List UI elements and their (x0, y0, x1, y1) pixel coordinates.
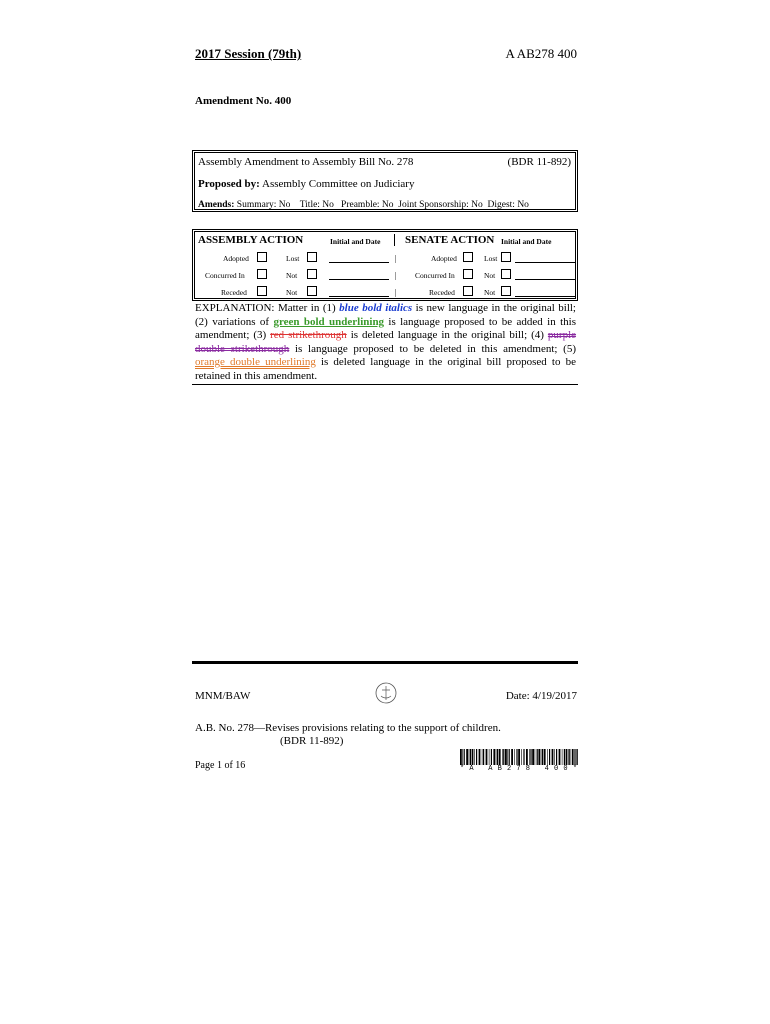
senate-concurred-checkbox[interactable] (463, 269, 473, 279)
state-seal-icon (374, 681, 398, 705)
assembly-not-label: Not (286, 288, 298, 297)
green-underline-sample: green bold underlining (273, 315, 385, 328)
explanation-text: is language proposed to be deleted in this amendment; (5) (289, 342, 576, 355)
senate-initial-line (515, 296, 575, 297)
row-separator: | (395, 254, 397, 263)
footer-divider (192, 661, 578, 664)
assembly-lost-checkbox[interactable] (307, 252, 317, 262)
amendment-date: Date: 4/19/2017 (505, 690, 577, 702)
bill-reference: A AB278 400 (505, 46, 577, 61)
senate-initial-date: Initial and Date (501, 237, 552, 246)
proposed-by-value: Assembly Committee on Judiciary (262, 178, 415, 190)
senate-concurred-label: Concurred In (415, 271, 455, 280)
amendment-info-box (192, 150, 578, 212)
senate-adopted-label: Adopted (431, 254, 457, 263)
orange-underline-sample: orange double underlining (195, 356, 316, 368)
senate-lost-label: Lost (484, 254, 498, 263)
amends-line (198, 200, 529, 210)
assembly-initial-line (329, 279, 389, 280)
senate-action-title: SENATE ACTION (405, 234, 495, 246)
explanation-divider (192, 384, 578, 385)
amends-label: Amends: (198, 200, 235, 210)
amendment-number: Amendment No. 400 (195, 95, 292, 107)
action-box (192, 229, 578, 301)
assembly-receded-label: Receded (221, 288, 247, 297)
bill-summary-line: A.B. No. 278—Revises provisions relating to the support of children. (195, 722, 501, 734)
amendment-title: Assembly Amendment to Assembly Bill No. 278 (198, 156, 414, 168)
senate-initial-line (515, 279, 575, 280)
row-separator: | (395, 288, 397, 297)
barcode-icon (460, 749, 578, 765)
explanation-text: is language proposed to be added in this amendment; (3) (195, 315, 576, 341)
assembly-not-checkbox[interactable] (307, 269, 317, 279)
page-number: Page 1 of 16 (195, 760, 246, 771)
session-heading: 2017 Session (79th) (195, 46, 302, 61)
red-strikethrough-sample: red strikethrough (270, 329, 347, 341)
assembly-receded-checkbox[interactable] (257, 286, 267, 296)
assembly-not-label: Not (286, 271, 298, 280)
senate-not-label: Not (484, 271, 496, 280)
barcode-text: * A A B 2 7 8 4 0 0 * (460, 765, 578, 773)
explanation-text: is deleted language in the original bill proposed to be retained in this amendment. (195, 356, 576, 382)
explanation-text: EXPLANATION: Matter in (1) (195, 302, 340, 314)
assembly-initial-line (329, 262, 389, 263)
assembly-initial-date: Initial and Date (330, 237, 381, 246)
bdr-number: (BDR 11-892) (507, 156, 571, 168)
assembly-not-checkbox[interactable] (307, 286, 317, 296)
assembly-concurred-checkbox[interactable] (257, 269, 267, 279)
proposed-by-label: Proposed by: (198, 178, 260, 190)
senate-lost-checkbox[interactable] (501, 252, 511, 262)
assembly-adopted-label: Adopted (223, 254, 249, 263)
senate-not-checkbox[interactable] (501, 286, 511, 296)
senate-not-label: Not (484, 288, 496, 297)
assembly-concurred-label: Concurred In (205, 271, 245, 280)
drafter-initials: MNM/BAW (195, 690, 251, 702)
assembly-initial-line (329, 296, 389, 297)
row-separator: | (395, 271, 397, 280)
column-divider (394, 234, 395, 246)
assembly-lost-label: Lost (286, 254, 300, 263)
assembly-adopted-checkbox[interactable] (257, 252, 267, 262)
senate-receded-checkbox[interactable] (463, 286, 473, 296)
senate-receded-label: Receded (429, 288, 455, 297)
explanation-text: is new language in the original bill; (2) variations of (195, 302, 576, 328)
senate-adopted-checkbox[interactable] (463, 252, 473, 262)
explanation-text: is deleted language in the original bill; (4) (346, 329, 548, 341)
amends-value: Summary: No Title: No Preamble: No Joint Sponsorship: No Digest: No (236, 200, 529, 210)
blue-italics-sample: blue bold italics (339, 302, 413, 314)
senate-initial-line (515, 262, 575, 263)
proposed-by (198, 178, 414, 190)
purple-strikethrough-sample: purple double strikethrough (195, 329, 577, 355)
footer-bdr: (BDR 11-892) (280, 735, 344, 747)
assembly-action-title: ASSEMBLY ACTION (198, 234, 304, 246)
explanation-paragraph (195, 302, 576, 383)
senate-not-checkbox[interactable] (501, 269, 511, 279)
